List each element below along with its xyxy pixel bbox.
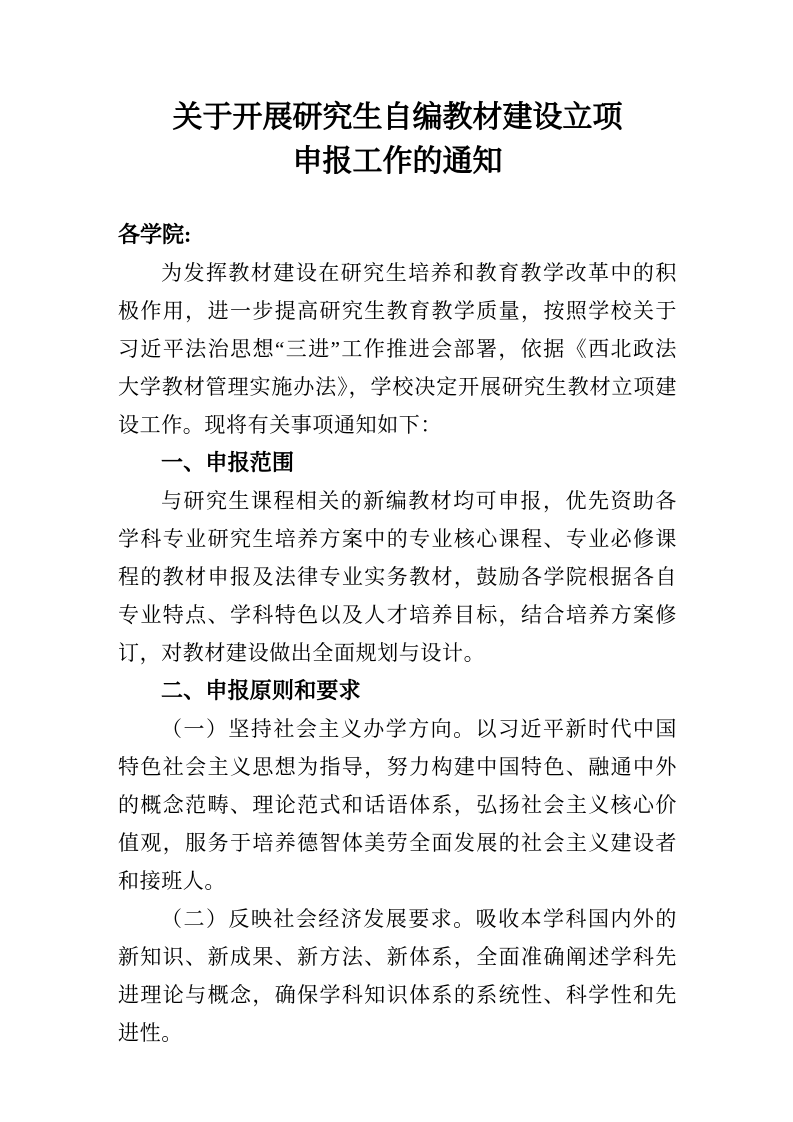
document-title-line-1: 关于开展研究生自编教材建设立项 [172,101,623,134]
paragraph-intro: 为发挥教材建设在研究生培养和教育教学改革中的积极作用，进一步提高研究生教育教学质量，按照学校关于习近平法治思想“三进”工作推进会部署，依据《西北政法大学教材管理实施办法》，学校决定开展研究生教材立项建设工作。现将有关事项通知如下： [118,261,677,437]
salutation: 各学院: [118,222,192,247]
section-heading-1: 一、申报范围 [161,450,295,475]
paragraph-principle-2: （二）反映社会经济发展要求。吸收本学科国内外的新知识、新成果、新方法、新体系，全面准确阐述学科先进理论与概念，确保学科知识体系的系统性、科学性和先进性。 [118,907,677,1045]
section-heading-2: 二、申报原则和要求 [161,678,361,703]
paragraph-principle-1: （一）坚持社会主义办学方向。以习近平新时代中国特色社会主义思想为指导，努力构建中国特色、融通中外的概念范畴、理论范式和话语体系，弘扬社会主义核心价值观，服务于培养德智体美劳全面发展的社会主义建设者和接班人。 [118,717,677,893]
document-title-line-2: 申报工作的通知 [292,145,503,178]
document-title [118,96,677,184]
paragraph-scope: 与研究生课程相关的新编教材均可申报，优先资助各学科专业研究生培养方案中的专业核心课程、专业必修课程的教材申报及法律专业实务教材，鼓励各学院根据各自专业特点、学科特色以及人才培养目标，结合培养方案修订，对教材建设做出全面规划与设计。 [118,489,677,665]
